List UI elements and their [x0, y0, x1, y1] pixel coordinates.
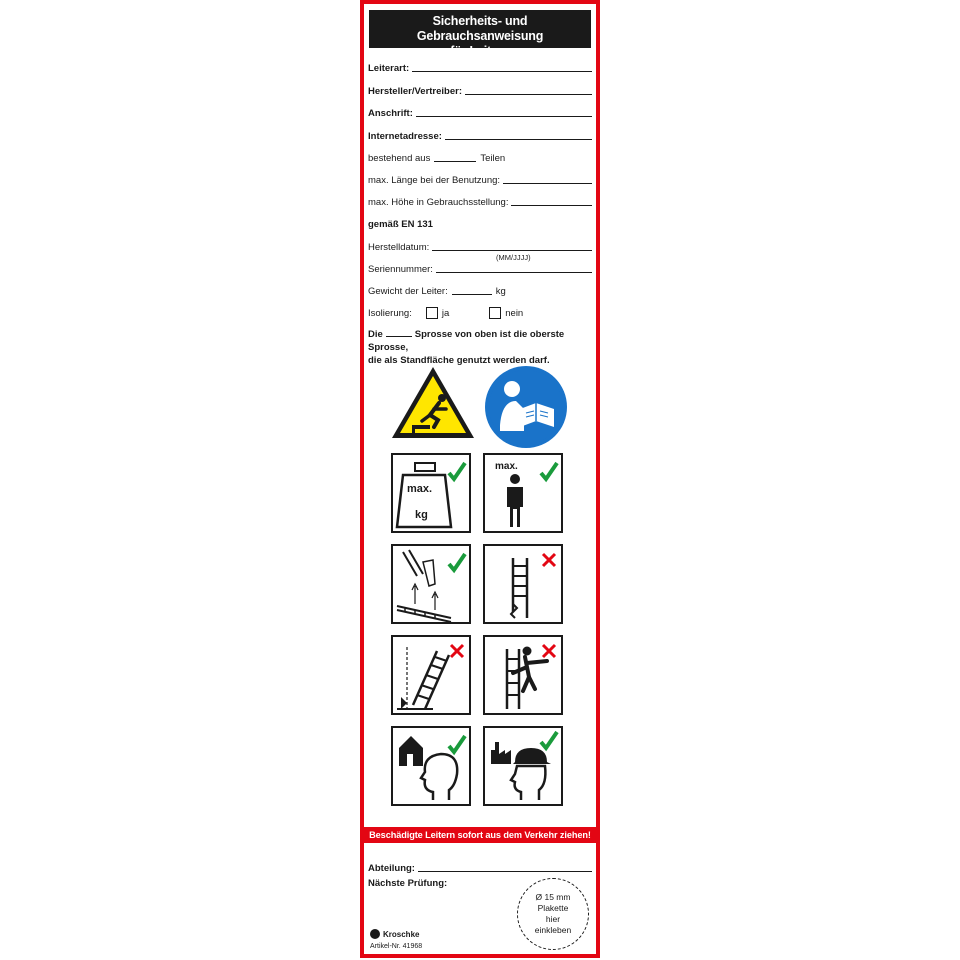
field-internetadresse: Internetadresse:	[368, 128, 592, 142]
field-leiterart: Leiterart:	[368, 60, 592, 74]
field-gewicht: Gewicht der Leiter: kg	[368, 286, 506, 297]
brand-logo: Kroschke	[370, 929, 419, 939]
field-isolierung: Isolierung: ja nein	[368, 308, 524, 319]
checkmark-icon	[449, 736, 465, 752]
checkbox-ja[interactable]	[426, 307, 438, 319]
max-weight-label: max.	[407, 483, 433, 495]
field-bestehend: bestehend aus Teilen	[368, 153, 506, 164]
field-hersteller: Hersteller/Vertreiber:	[368, 83, 592, 97]
checkmark-icon	[541, 463, 557, 479]
field-max-laenge: max. Länge bei der Benutzung:	[368, 172, 592, 186]
field-herstelldatum: Herstelldatum:	[368, 239, 592, 253]
ladder-setup-pictogram	[391, 544, 471, 624]
checkmark-icon	[449, 463, 465, 479]
date-format-hint: (MM/JJJJ)	[496, 253, 531, 262]
article-number: Artikel-Nr. 41968	[370, 943, 423, 950]
field-naechste-pruefung: Nächste Prüfung:	[368, 878, 448, 889]
max-persons-pictogram	[483, 453, 563, 533]
read-manual-icon	[484, 365, 568, 449]
damaged-ladder-warning-bar: Beschädigte Leitern sofort aus dem Verkehr ziehen!	[364, 827, 596, 843]
checkmark-icon	[541, 732, 557, 748]
overreach-pictogram	[483, 635, 563, 715]
checkmark-icon	[449, 554, 465, 570]
ladder-safety-label	[360, 0, 600, 958]
top-rung-note: Die Sprosse von oben ist die oberste Sprosse, die als Standfläche genutzt werden darf.	[368, 329, 565, 366]
wrong-angle-pictogram	[391, 635, 471, 715]
kroschke-logo-icon	[370, 929, 380, 939]
field-anschrift: Anschrift:	[368, 105, 592, 119]
cross-icon	[451, 645, 463, 657]
inspection-sticker-area: Ø 15 mm Plakette hier einkleben	[517, 878, 589, 950]
slip-hazard-warning-icon	[390, 365, 476, 441]
professional-use-pictogram	[483, 726, 563, 806]
max-load-pictogram	[391, 453, 471, 533]
home-use-pictogram	[391, 726, 471, 806]
field-abteilung: Abteilung:	[368, 860, 592, 874]
norm-text: gemäß EN 131	[368, 219, 433, 230]
checkbox-nein[interactable]	[489, 307, 501, 319]
kg-label: kg	[415, 509, 428, 521]
max-person-label: max.	[495, 461, 518, 472]
field-max-hoehe: max. Höhe in Gebrauchsstellung:	[368, 194, 592, 208]
damaged-ladder-pictogram	[483, 544, 563, 624]
field-seriennummer: Seriennummer:	[368, 261, 592, 275]
cross-icon	[543, 645, 555, 657]
cross-icon	[543, 554, 555, 566]
label-title: Sicherheits- und Gebrauchsanweisung für Leitern	[369, 10, 591, 48]
